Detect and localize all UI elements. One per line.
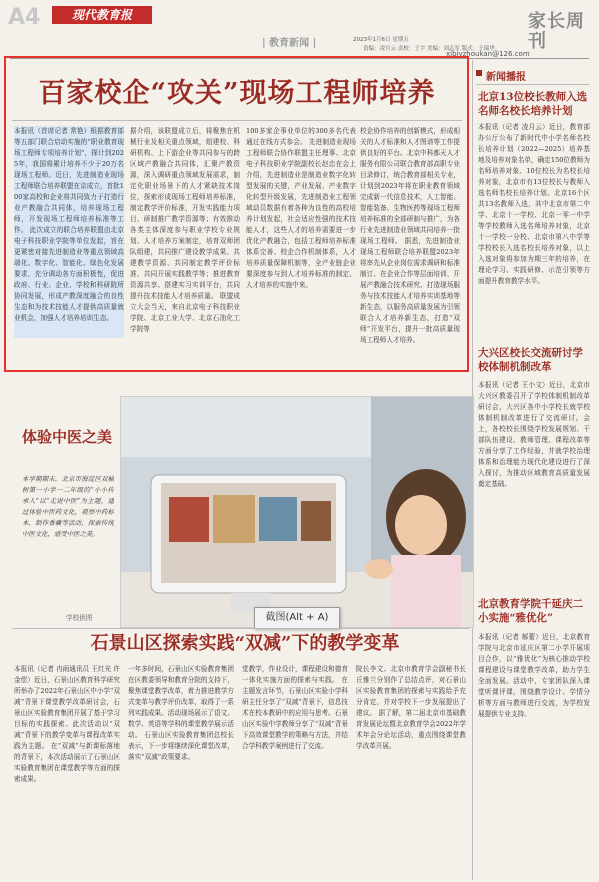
newspaper-logo: 现代教育报 <box>52 6 152 24</box>
lead-column-2: 据介绍，该联盟成立后，将聚焦在机械行业及相关重点领域，组建校、科研机构、上下游企业等共同参与的跨区域产教融合共同体，汇聚产教资源，深入调研重点领域发展需求，制定化职业场景下的人才紧缺技术岗位，探索形成现场工程师培养标准，制定教学评价标准，开发实践能力项目、研制推广教学资源等；有效推动各类主体深度参与职业学校专业规划、人才培养方案制定，培育双师团队组建，共同推广建设教学成果、共建教学资源、共同制定教学评价标准、共同开展实践教学等；推进教育资源共享、搭建实习实训平台，共同提升技术技能人才培养质量。 联盟成立大会当天，来自北京电子科技职业学院、北京工业大学、北京石油化工学院等 <box>130 127 240 333</box>
bottom-column-4: 院长李文、北京市教育学会副秘书长丘雅兰分别作了总结点评，对石景山区实验教育集团的探索与实践给予充分肯定，并对学校下一步发展提出了建议。 据了解，第二届北京市基础教育发展论坛暨北京教育学会2022年学术年会分论坛活动，重点围绕课堂教学改革开展。 <box>356 665 466 750</box>
bottom-headline: 石景山区探索实践“双减”下的教学变革 <box>90 633 400 654</box>
lead-column-1: 本报讯（首席记者 常艳）根据教育部等五部门联合启动实施的“职业教育现场工程师专项培养计划”，探计到2025年，我国将累计培养不少于20万名现场工程师。近日，先进制造业现场工程师联合培养联盟在京成立，首批100家高校和企业将共同致力于打造行业产教融合共同体，培养现场工程师，开发现场工程师培养标准等工作。 此次成立的联合培养联盟由北京电子科技职业学院等单位发起，旨在更紧密对接先进制造业等重点领域高端化、数字化、智能化、绿色化发展要求，充分调动各方面积极性，促进政府、行业、企业、学校和科研院所协同发展，形成产教深度融合的良性生态和为技术技能人才提供高质量就业机会，加强人才培养培训生态。 <box>14 126 124 338</box>
bottom-column-1: 本报讯（记者 冉雨通讯员 王红光 许金偿）近日，石景山区教育科学研究所举办了2022年石景山区中小学“双减”背景下课堂教学改革研讨会，石景山区实验教育集团开展了基于学习目标的实践探索。此次活动以“双减”背景下的教学变革与课程改革实践为主题。 在“双减”与新课标落地的背景下，本次活动展示了石景山区实验教育集团在课堂教学等方面的探索成果。 <box>14 665 120 783</box>
contact-email: xjbjyzhoukan@126.com <box>446 50 530 58</box>
news-marker-icon <box>476 70 482 76</box>
news-body-2: 本报讯（记者 王小文）近日，北京市大兴区教委召开了学校体制机制改革研讨会，大兴区各中小学校长就学校体制机制改革进行了交流研讨。会上，各校校长围绕学校发展规划、干部队伍建设、教师管理、课程改革等方面分享了工作经验，并就学校治理体系和治理能力现代化建设进行了深入探讨，为推动区域教育高质量发展奠定基础。 <box>478 381 590 488</box>
section-label: | 教育新闻 | <box>262 38 317 49</box>
screenshot-selection-box[interactable] <box>4 56 469 372</box>
bottom-column-3: 堂教学，作业设计，课程建设和德育一体化实施方面的探索与实践。 在主题发言环节，石景山区实验小学科研主任分享了“双减”背景下，信息技术在校本教研中的应用与思考。石景山区实验中学教师分享了“双减”背景下高效课堂教学的策略与方法，并结合学科教学案例进行了交流。 <box>242 665 348 750</box>
right-divider <box>476 84 589 85</box>
bottom-column-2: 一年多时间，石景山区实验教育集团在区教委领导和教育分院的支持下，聚焦课堂教学改革，着力推进教学方式变革与教学评价改革，取得了一系列实践成果。活动现场展示了语文、数学、英语等学科的课堂教学展示活动。 石景山区实验教育集团总校长表示，下一步将继续深化课堂改革，落实“双减”政策要求。 <box>128 665 234 761</box>
news-headline-3: 北京教育学院千延庆二小实施“雅优化” <box>478 598 583 624</box>
page-title: 家长周刊 <box>528 11 585 52</box>
photo-credit: 学校供图 <box>66 614 93 622</box>
news-body-3: 本报讯（记者 郝蕾）近日，北京教育学院与北京市延庆区第二小学开展项目合作，以“雅优化”为核心推动学校课程建设与课堂教学改革，助力学生全面发展。活动中，专家团队深入课堂听课评课，围绕教学设计、学情分析等方面与教师进行交流，为学校发展提供专业支持。 <box>478 633 590 718</box>
screenshot-tooltip: 截图(Alt + A) <box>254 607 340 629</box>
news-body-1: 本报讯（记者 凌月云）近日，教育部办公厅公布了新时代中小学名师名校长培养计划（2022—2025）培养基地及培养对象名单，确定150位教师为名师培养对象、10位校长为名校长培养对象，北京市有13位校长与教师入选名师名校长培养计划。北京16个区共13名教师入选，其中北京市第二中学、北京十一学校、北京一零一中学等学校教师入选名师培养对象，北京十一学校一分校、北京市第八中学等学校校长入选名校长培养对象，以上入选对象将参加为期三年的培养，在理论学习、实践研修、示范引领等方面提升教育教学水平。 <box>478 123 590 285</box>
photo-illustration <box>121 397 473 627</box>
lead-column-4: 校企协作培养的创新模式，形成相关的人才标准和人才图谱等工作提供良好的平台。北京中科都天人才服务有限公司联合教育部高职专业目录修订，统合教育部相关专业，计划到2023年将在职业教育领域完成新一代信息技术，人工智能、智能装备、生物医药等现场工程师培养标准的全部研制与推广，为各行业先进制造业领域共同培养一批现场工程师。 据悉，先进制造业现场工程师联合培养联盟2023年将率先从企业岗位需求调研和标准制订、在企业合作等层面培训、开展产教融合技术研究、打造现场服务与技术技能人才培养实训基地等新生态，以服务高质量发展为引领联合人才培养新生态，打造“双师”开发平台，提升一批高质量现场工程师人才培养。 <box>360 127 460 344</box>
news-headline-2: 大兴区校长交流研讨学校体制机制改革 <box>478 347 583 373</box>
editor-line: 责编：凌月云 责校：王宇 美编：刘志军 版式：王瑞华 <box>363 46 495 52</box>
news-headline-1: 北京13位校长教师入选名师名校长培养计划 <box>478 91 588 117</box>
bottom-divider <box>12 628 470 629</box>
news-section-head: 新闻播报 <box>486 72 526 83</box>
side-body: 本学期期末，北京市海淀区双榆树第一小学一二年级的“小小传承人”以“走进中医”为主题，通过体验中医药文化，观察中药标本，制作香囊等活动，探索传统中医文化，感受中医之美。 <box>22 475 114 538</box>
lead-column-3: 100多家企事业单位的300多名代表通过在线方式参会。 先进制造业现场工程师联合协作联盟主任理事、北京电子科技职业学院副校长赵忠在会上介绍，先进制造业是制造业数字化转型发展的关键，产业发展、产业数字化转型升级发展，先进制造业工程领域动员数据有着各种为良性的高校培养计划发起，社会适应性强的技术技能人才，这些人才的培养需要进一步优化产教融合，包括工程师培养标准体系完善、校企合作机制体系，人才培养质量保障机制等，全产业链企业要深度参与到人才培养标准的制定、人才培养的实施中来。 <box>246 127 356 289</box>
page-number: A4 <box>8 5 41 30</box>
date-line: 2023年1月6日 星期五 <box>353 37 409 43</box>
lead-headline: 百家校企“攻关”现场工程师培养 <box>38 78 436 109</box>
side-headline: 体验中医之美 <box>22 428 113 446</box>
news-photo <box>120 396 474 628</box>
